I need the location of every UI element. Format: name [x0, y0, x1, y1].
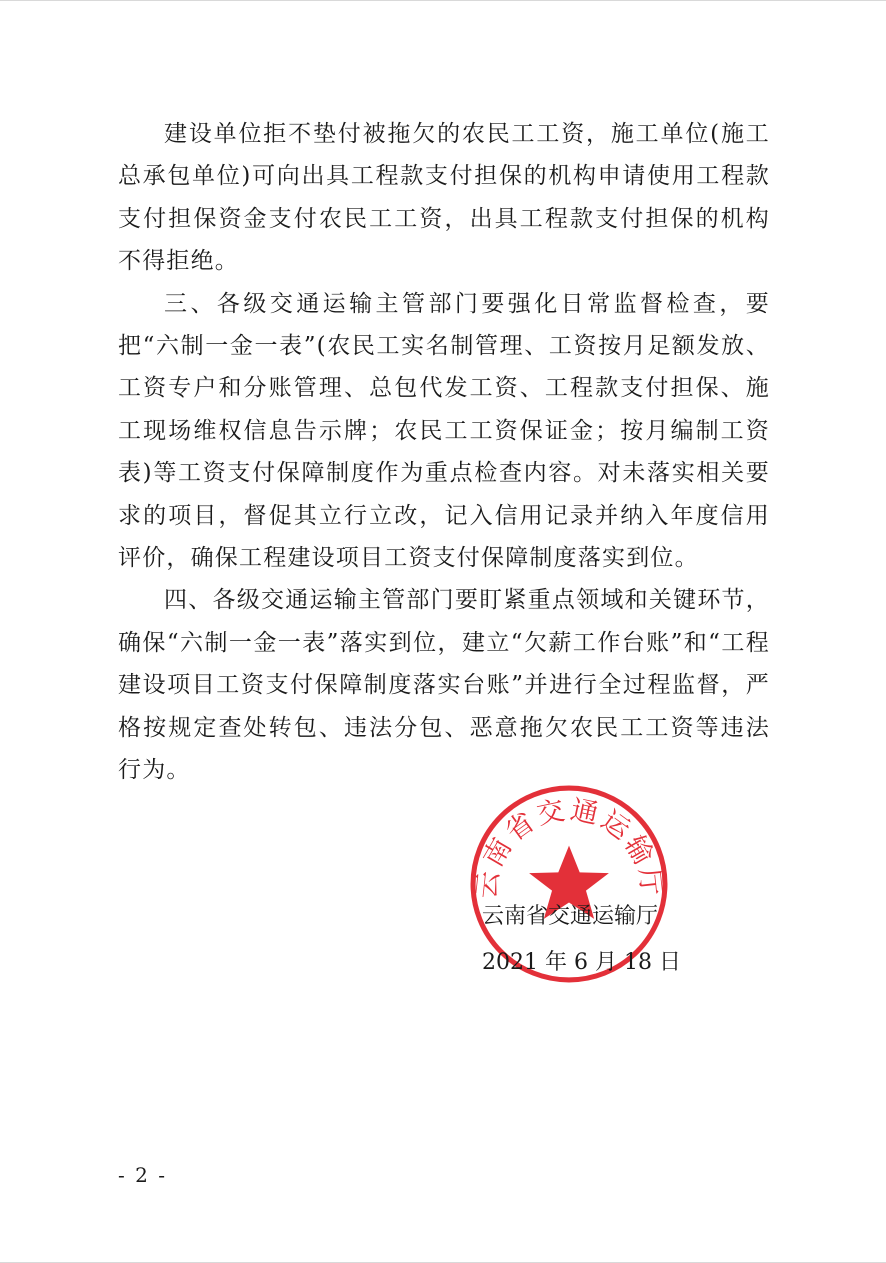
signature-date: 2021 年 6 月 18 日 — [482, 950, 681, 975]
paragraph-section-four: 四、各级交通运输主管部门要盯紧重点领域和关键环节，确保“六制一金一表”落实到位，建立“欠薪工作台账”和“工程建设项目工资支付保障制度落实台账”并进行全过程监督，严格按规定查处转包、违法分包、恶意拖欠农民工工资等违法行为。 — [118, 587, 770, 784]
paragraph-section-three: 三、各级交通运输主管部门要强化日常监督检查，要把“六制一金一表”(农民工实名制管理、工资按月足额发放、工资专户和分账管理、总包代发工资、工程款支付担保、施工现场维权信息告示牌；农民工工资保证金；按月编制工资表)等工资支付保障制度作为重点检查内容。对未落实相关要求的项目，督促其立行立改，记入信用记录并纳入年度信用评价，确保工程建设项目工资支付保障制度落实到位。 — [118, 290, 770, 572]
signature-organization: 云南省交通运输厅 — [482, 904, 659, 929]
signature-block — [482, 897, 681, 983]
page-number: - 2 - — [118, 1163, 167, 1187]
paragraph-continuation: 建设单位拒不垫付被拖欠的农民工工资，施工单位(施工总承包单位)可向出具工程款支付担保的机构申请使用工程款支付担保资金支付农民工工资，出具工程款支付担保的机构不得拒绝。 — [118, 121, 770, 275]
body-text — [118, 113, 770, 792]
seal-text: 云南省交通运输厅 — [471, 794, 667, 901]
